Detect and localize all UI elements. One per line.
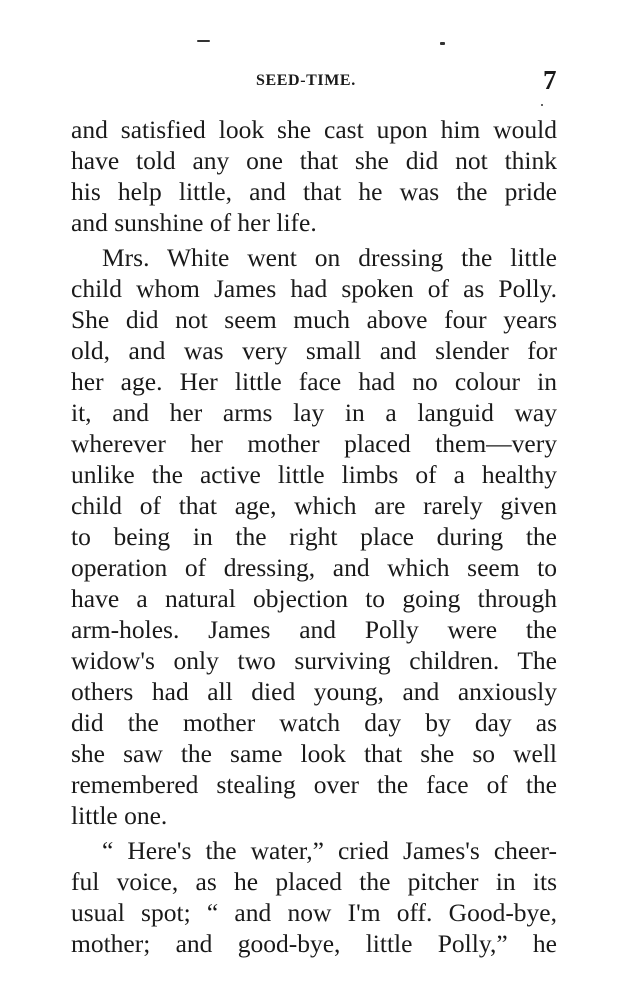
text-line: have told any one that she did not think: [71, 146, 557, 175]
paragraph: [71, 835, 557, 959]
text-line: child of that age, which are rarely given: [71, 491, 557, 520]
text-line: did the mother watch day by day as: [71, 708, 557, 737]
text-line: She did not seem much above four years: [71, 305, 557, 334]
text-line: usual spot; “ and now I'm off. Good-bye,: [71, 898, 557, 927]
text-line: operation of dressing, and which seem to: [71, 553, 557, 582]
text-line: remembered stealing over the face of the: [71, 770, 557, 799]
text-line: child whom James had spoken of as Polly.: [71, 274, 557, 303]
text-line: and sunshine of her life.: [71, 208, 317, 237]
paragraph: [71, 114, 557, 238]
text-line: have a natural objection to going through: [71, 584, 557, 613]
text-line: her age. Her little face had no colour in: [71, 367, 557, 396]
text-line: Mrs. White went on dressing the little: [102, 243, 557, 272]
text-line: little one.: [71, 801, 168, 830]
text-line: widow's only two surviving children. The: [71, 646, 557, 675]
text-line: old, and was very small and slender for: [71, 336, 557, 365]
text-line: she saw the same look that she so well: [71, 739, 557, 768]
text-line: wherever her mother placed them—very: [71, 429, 557, 458]
text-line: to being in the right place during the: [71, 522, 557, 551]
print-mark-margin: [541, 104, 543, 106]
text-line: mother; and good-bye, little Polly,” he: [71, 929, 557, 958]
running-title: SEED-TIME.: [256, 72, 356, 89]
text-line: “ Here's the water,” cried James's cheer-: [102, 836, 557, 865]
text-line: it, and her arms lay in a languid way: [71, 398, 557, 427]
page-number: 7: [543, 65, 557, 95]
paragraph: [71, 242, 557, 831]
page-header: [0, 64, 639, 100]
text-line: and satisfied look she cast upon him would: [71, 115, 557, 144]
text-line: unlike the active little limbs of a healthy: [71, 460, 557, 489]
print-mark-top-left: [197, 40, 210, 42]
text-line: arm-holes. James and Polly were the: [71, 615, 557, 644]
text-line: others had all died young, and anxiously: [71, 677, 557, 706]
print-mark-top-right: [440, 42, 445, 45]
body-text: [71, 114, 557, 959]
text-line: ful voice, as he placed the pitcher in its: [71, 867, 557, 896]
text-line: his help little, and that he was the pride: [71, 177, 557, 206]
